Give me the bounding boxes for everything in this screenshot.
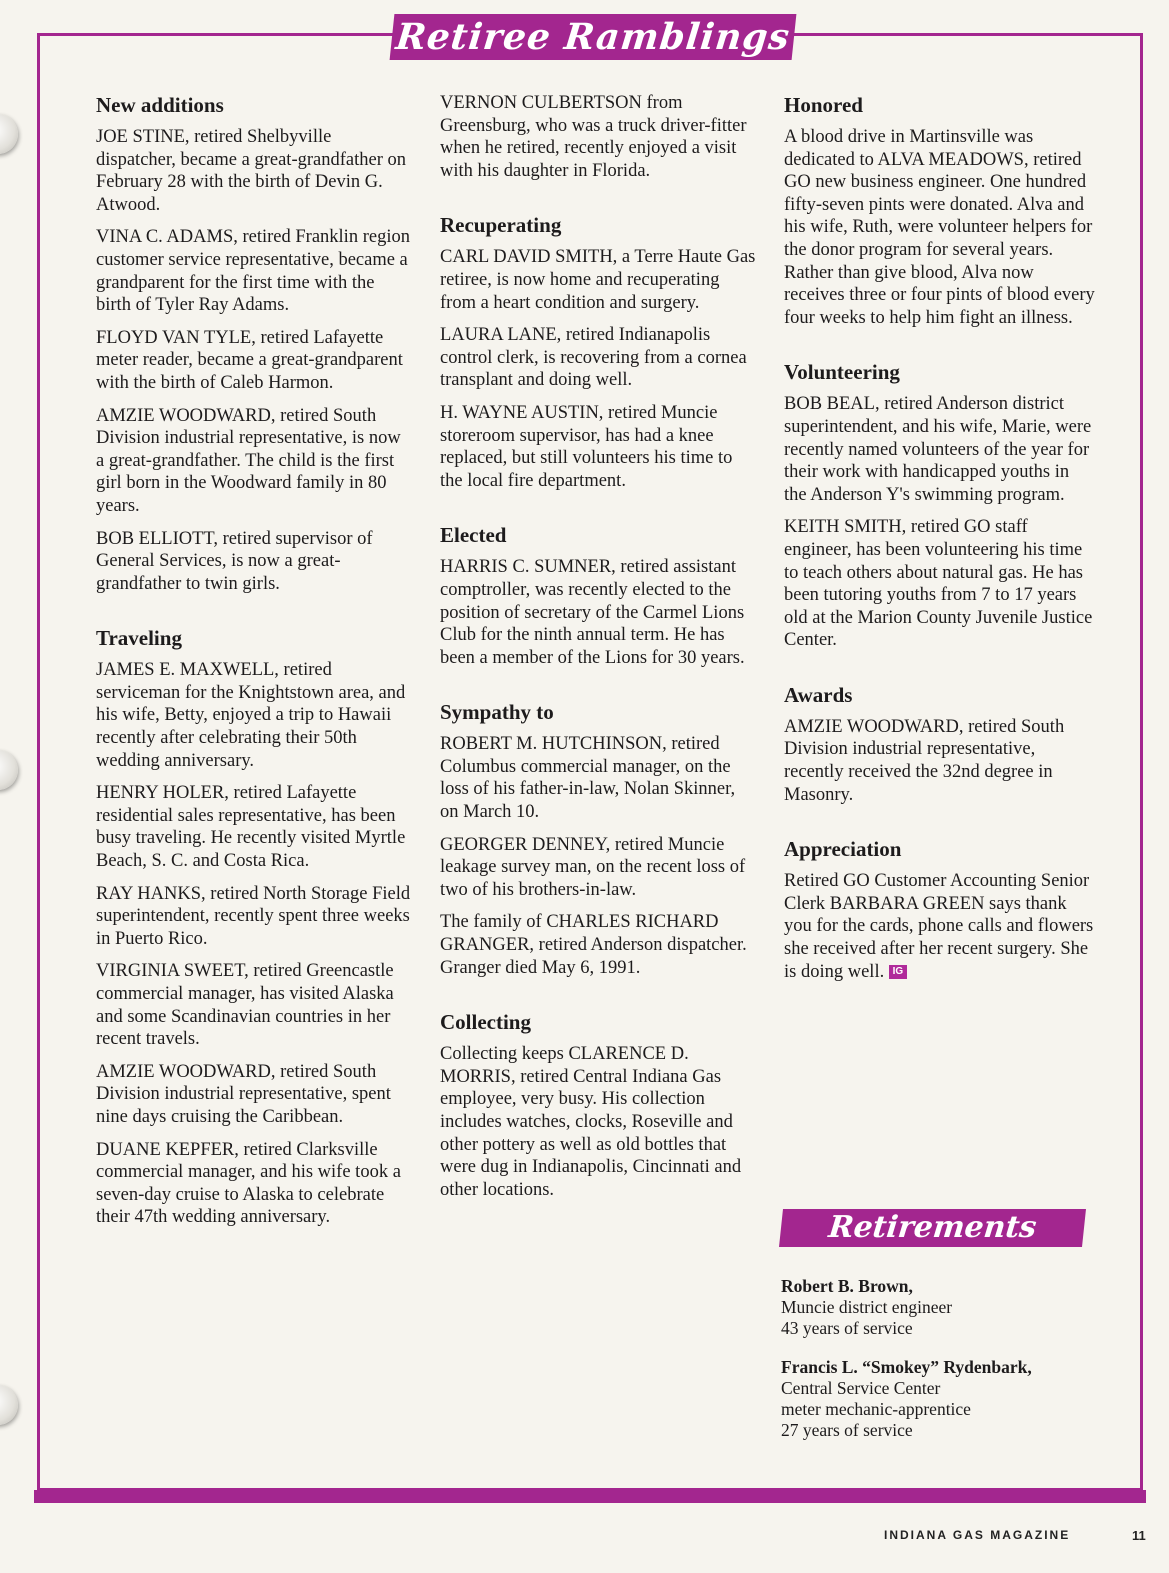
retiree-detail: 27 years of service [781,1420,913,1440]
article-section [96,92,412,595]
news-item-text: ROBERT M. HUTCHINSON, retired Columbus commercial manager, on the loss of his father-in-law, Nolan Skinner, on March 10. [440,734,736,823]
news-item [96,405,412,518]
column-right [784,92,1096,1013]
article-section [784,682,1096,806]
news-item [96,960,412,1050]
retiree-detail: Central Service Center [781,1378,941,1398]
section-heading: Honored [784,93,863,117]
news-item [784,516,1096,652]
retirement-entry [781,1276,1101,1339]
news-item-text: The family of CHARLES RICHARD GRANGER, retired Anderson dispatcher. Granger died May 6, 1991. [440,912,747,978]
news-item-text: DUANE KEPFER, retired Clarksville commercial manager, and his wife took a seven-day cruise to Alaska to celebrate their 47th wedding anniversary. [96,1139,401,1228]
news-item [96,883,412,951]
article-section [440,522,756,669]
binder-hole [0,750,18,790]
news-item [440,324,756,392]
news-item [784,716,1096,806]
binder-hole [0,114,18,154]
news-item-text: H. WAYNE AUSTIN, retired Muncie storeroom supervisor, has had a knee replaced, but still volunteers his time to the local fire department. [440,402,733,491]
section-heading: New additions [96,93,224,117]
news-item [96,226,412,316]
news-item [96,1061,412,1129]
end-mark-icon: IG [889,965,907,979]
bottom-accent-bar [34,1490,1146,1503]
news-item [440,834,756,902]
news-item [96,126,412,216]
news-item-text: RAY HANKS, retired North Storage Field superintendent, recently spent three weeks in Puerto Rico. [96,883,411,949]
news-item-text: AMZIE WOODWARD, retired South Division industrial representative, spent nine days cruising the Caribbean. [96,1061,391,1127]
news-item-text: VERNON CULBERTSON from Greensburg, who was a truck driver-fitter when he retired, recently enjoyed a visit with his daughter in Florida. [440,93,747,181]
page-number: 11 [1132,1528,1146,1543]
news-item [440,911,756,979]
section-heading: Elected [440,523,507,548]
news-item [784,126,1096,329]
news-item [96,782,412,872]
section-heading: Traveling [96,626,182,651]
news-item [96,659,412,772]
retiree-detail: meter mechanic-apprentice [781,1399,971,1419]
news-item-text: A blood drive in Martinsville was dedicated to ALVA MEADOWS, retired GO new business engineer. One hundred fifty-seven pints were donated. Alva and his wife, Ruth, were volunteer helpers for the donor program for several years. Rather than give blood, Alva now receives three or four pints of blood every four weeks to help him fight an illness. [784,127,1095,328]
news-item-text: AMZIE WOODWARD, retired South Division industrial representative, is now a great-grandfather. The child is the first girl born in the Woodward family in 80 years. [96,405,401,516]
column-left [96,92,412,1259]
news-item [784,393,1096,506]
news-item-text: LAURA LANE, retired Indianapolis control clerk, is recovering from a cornea transplant and doing well. [440,325,747,391]
article-section [784,92,1096,329]
news-item [784,870,1096,983]
news-item [440,556,756,669]
section-heading: Sympathy to [440,700,554,725]
news-item-text: Collecting keeps CLARENCE D. MORRIS, retired Central Indiana Gas employee, very busy. His collection includes watches, clocks, Roseville and other pottery as well as old bottles that were dug in Indianapolis, Cincinnati and other locations. [440,1044,742,1200]
news-item [440,246,756,314]
retirements-list [781,1276,1101,1459]
retiree-detail: Muncie district engineer [781,1297,953,1317]
news-item [96,1139,412,1229]
section-heading: Collecting [440,1010,531,1035]
magazine-name: INDIANA GAS MAGAZINE [884,1528,1071,1542]
news-item [440,1043,756,1201]
retiree-name: Robert B. Brown, [781,1276,913,1296]
retiree-detail: 43 years of service [781,1318,913,1338]
article-section [440,1009,756,1201]
news-item-text: FLOYD VAN TYLE, retired Lafayette meter reader, became a great-grandparent with the birth of Caleb Harmon. [96,327,403,393]
article-section [440,92,756,182]
news-item [440,402,756,492]
news-item-text: Retired GO Customer Accounting Senior Clerk BARBARA GREEN says thank you for the cards, phone calls and flowers she received after her recent surgery. She is doing well. [784,871,1094,982]
news-item-text: HARRIS C. SUMNER, retired assistant comptroller, was recently elected to the position of secretary of the Carmel Lions Club for the ninth annual term. He has been a member of the Lions for 30 years. [440,557,745,668]
news-item-text: GEORGER DENNEY, retired Muncie leakage survey man, on the recent loss of two of his brothers-in-law. [440,834,746,900]
article-section [96,625,412,1229]
news-item-text: AMZIE WOODWARD, retired South Division industrial representative, recently received the 32nd degree in Masonry. [784,716,1065,805]
binder-hole [0,1385,18,1425]
news-item-text: HENRY HOLER, retired Lafayette residential sales representative, has been busy traveling. He recently visited Myrtle Beach, S. C. and Costa Rica. [96,783,406,872]
section-heading: Volunteering [784,360,900,385]
article-section [784,836,1096,983]
news-item-text: JOE STINE, retired Shelbyville dispatcher, became a great-grandfather on February 28 with the birth of Devin G. Atwood. [96,127,406,215]
news-item [440,92,756,182]
news-item-text: KEITH SMITH, retired GO staff engineer, has been volunteering his time to teach others about natural gas. He has been tutoring youths from 7 to 17 years old at the Marion County Juvenile Justice Center. [784,517,1093,651]
news-item-text: JAMES E. MAXWELL, retired serviceman for the Knightstown area, and his wife, Betty, enjoyed a trip to Hawaii recently after celebrating their 50th wedding anniversary. [96,660,406,771]
news-item-text: BOB BEAL, retired Anderson district superintendent, and his wife, Marie, were recently named volunteers of the year for their work with handicapped youths in the Anderson Y's swimming program. [784,394,1092,505]
news-item [440,733,756,823]
news-item-text: BOB ELLIOTT, retired supervisor of General Services, is now a great-grandfather to twin girls. [96,528,373,594]
retirement-entry [781,1357,1101,1441]
news-item-text: CARL DAVID SMITH, a Terre Haute Gas retiree, is now home and recuperating from a heart condition and surgery. [440,247,756,313]
retiree-ramblings-banner: Retiree Ramblings [390,14,797,60]
news-item-text: VIRGINIA SWEET, retired Greencastle commercial manager, has visited Alaska and some Scandinavian countries in her recent travels. [96,961,394,1050]
retirements-banner: Retirements [779,1209,1086,1247]
section-heading: Awards [784,682,853,707]
section-heading: Recuperating [440,213,562,238]
section-heading: Appreciation [784,837,902,862]
article-section [440,699,756,979]
article-section [784,359,1096,652]
retiree-name: Francis L. “Smokey” Rydenbark, [781,1357,1032,1377]
news-item [96,327,412,395]
article-section [440,212,756,492]
news-item-text: VINA C. ADAMS, retired Franklin region customer service representative, became a grandparent for the first time with the birth of Tyler Ray Adams. [96,227,410,316]
column-middle [440,92,756,1231]
news-item [96,528,412,596]
